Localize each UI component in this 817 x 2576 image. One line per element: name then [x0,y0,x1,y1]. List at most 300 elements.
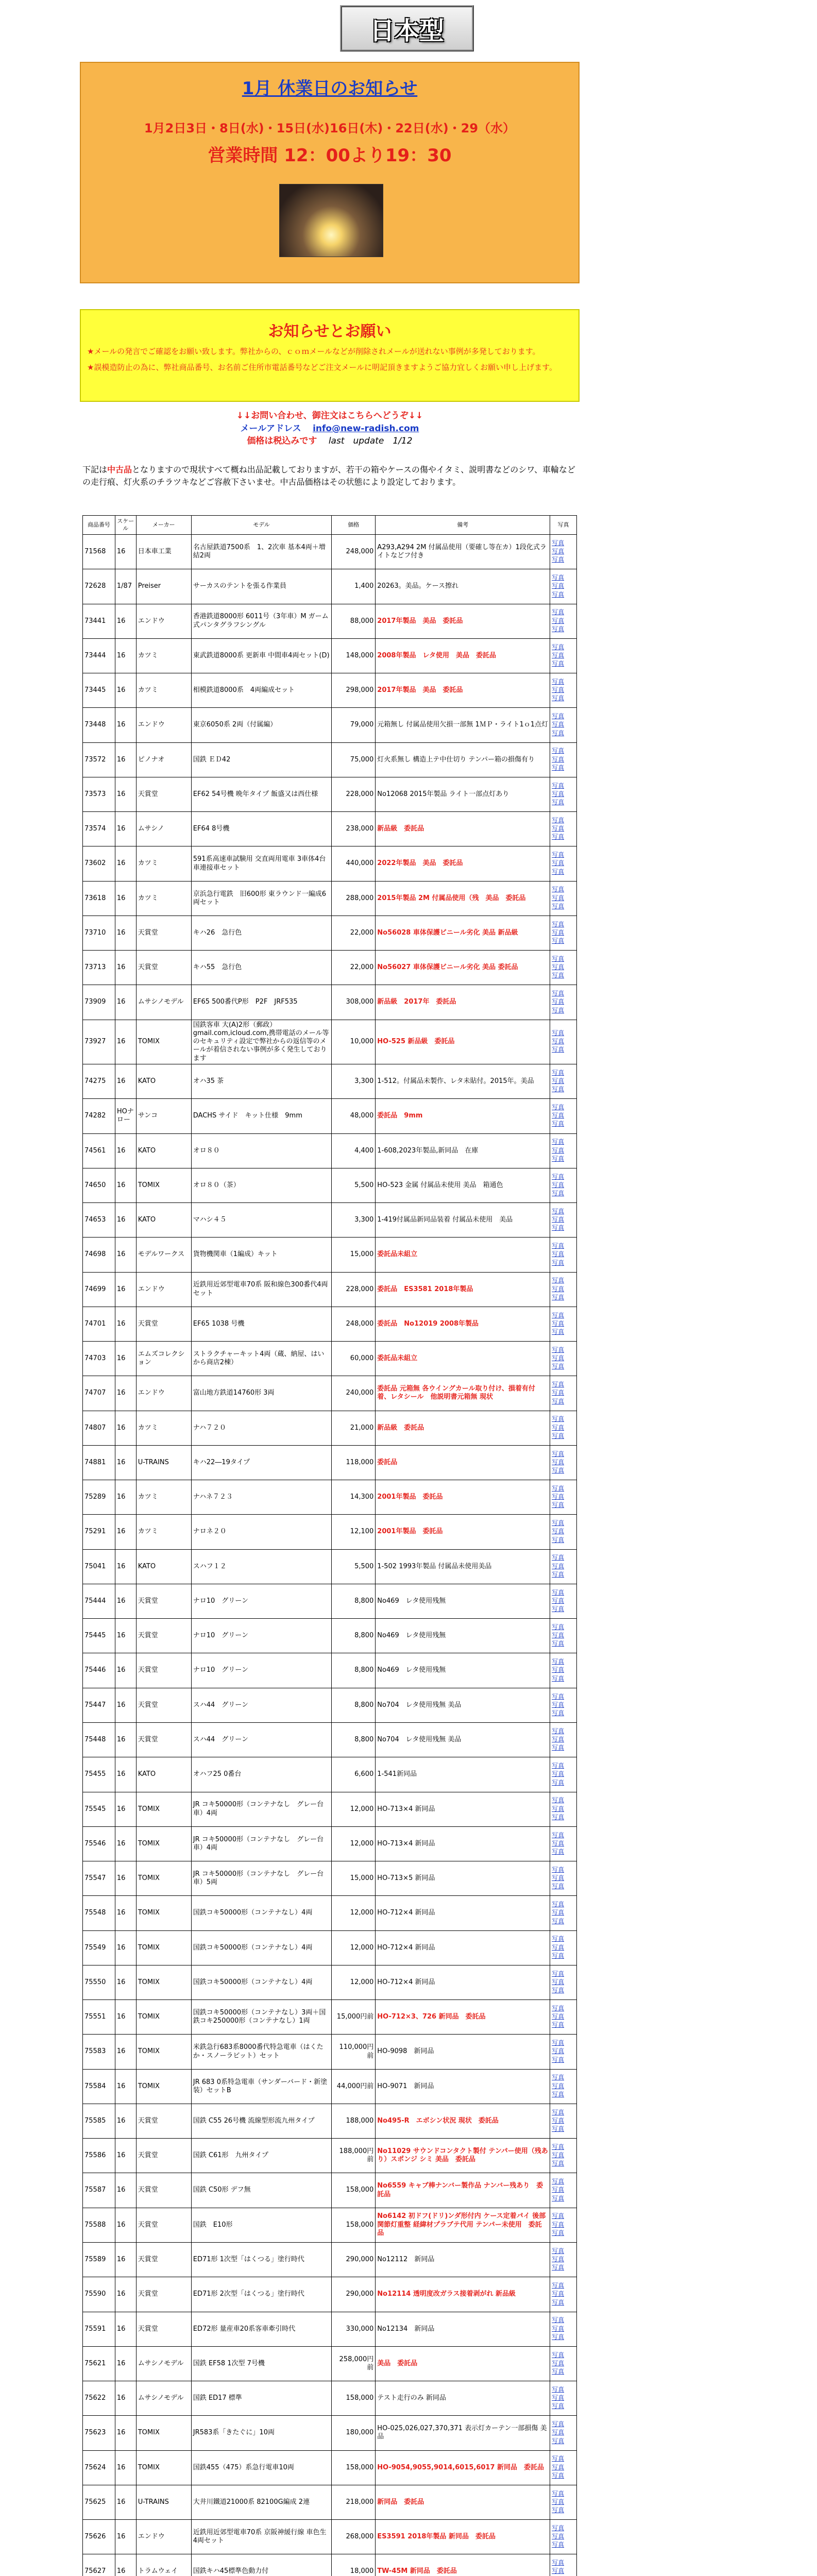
photo-links[interactable] [550,777,577,811]
remarks-cell: No469 レタ使用残無 [376,1619,550,1653]
photo-link[interactable]: 写真 [552,1346,565,1353]
photo-link[interactable]: 写真 [552,1259,565,1266]
photo-link[interactable]: 写真 [552,2541,565,2549]
photo-link[interactable]: 写真 [552,2333,565,2341]
photo-link[interactable]: 写真 [552,1658,565,1666]
photo-link[interactable]: 写真 [552,539,565,547]
photo-links[interactable] [550,1376,577,1411]
photo-link[interactable]: 写真 [552,1458,565,1466]
item-number-cell: 75588 [83,2208,115,2242]
photo-link[interactable]: 写真 [552,2021,565,2029]
photo-links[interactable] [550,1896,577,1930]
scale-cell: 16 [115,1688,136,1722]
photo-link[interactable]: 写真 [552,2325,565,2332]
photo-link[interactable]: 写真 [552,1112,565,1120]
photo-link[interactable]: 写真 [552,2498,565,2505]
photo-link[interactable]: 写真 [552,2082,565,2090]
maker-cell: エムズコレクション [136,1342,191,1376]
photo-links[interactable] [550,2520,577,2554]
photo-link[interactable]: 写真 [552,1423,565,1431]
item-number-cell: 75548 [83,1896,115,1930]
photo-link[interactable]: 写真 [552,2090,565,2098]
photo-links[interactable] [550,1549,577,1584]
photo-links[interactable] [550,569,577,604]
photo-link[interactable]: 写真 [552,660,565,668]
photo-link[interactable]: 写真 [552,2455,565,2463]
photo-link[interactable]: 写真 [552,1692,565,1700]
photo-link[interactable]: 写真 [552,1311,565,1319]
model-cell: 国鉄 ＥＤ42 [191,742,332,777]
photo-link[interactable]: 写真 [552,1528,565,1535]
photo-links[interactable] [550,2450,577,2485]
photo-links[interactable] [550,2104,577,2138]
photo-links[interactable] [550,951,577,985]
photo-link[interactable]: 写真 [552,1224,565,1232]
photo-link[interactable]: 写真 [552,1415,565,1423]
photo-link[interactable]: 写真 [552,2186,565,2194]
price-cell: 228,000 [332,1272,376,1307]
photo-links[interactable] [550,1653,577,1688]
photo-link[interactable]: 写真 [552,2524,565,2532]
price-cell: 8,800 [332,1688,376,1722]
photo-link[interactable]: 写真 [552,1970,565,1977]
photo-link[interactable]: 写真 [552,1917,565,1925]
photo-links[interactable] [550,2000,577,2035]
photo-link[interactable]: 写真 [552,1909,565,1917]
photo-link[interactable]: 写真 [552,799,565,806]
remarks-cell: No6559 キャブ棒ナンバー製作品 ナンバー残あり 委託品 [376,2173,550,2208]
table-row [83,1445,577,1480]
scale-cell: 16 [115,2000,136,2035]
photo-link[interactable]: 写真 [552,2247,565,2255]
photo-link[interactable]: 写真 [552,1190,565,1197]
photo-links[interactable] [550,535,577,569]
photo-link[interactable]: 写真 [552,2506,565,2514]
item-number-cell: 75447 [83,1688,115,1722]
photo-link[interactable]: 写真 [552,643,565,651]
table-row [83,2139,577,2173]
photo-link[interactable]: 写真 [552,998,565,1006]
scale-cell: 16 [115,2104,136,2138]
photo-link[interactable]: 写真 [552,1570,565,1578]
photo-link[interactable]: 写真 [552,2351,565,2359]
photo-link[interactable]: 写真 [552,2471,565,2479]
photo-link[interactable]: 写真 [552,1797,565,1804]
photo-link[interactable]: 写真 [552,1173,565,1180]
model-cell: 国鉄コキ50000形（コンテナなし）4両 [191,1930,332,1965]
photo-link[interactable]: 写真 [552,2420,565,2428]
photo-links[interactable] [550,1688,577,1722]
photo-links[interactable] [550,1064,577,1098]
photo-link[interactable]: 写真 [552,2385,565,2393]
photo-link[interactable]: 写真 [552,1103,565,1111]
photo-links[interactable] [550,1203,577,1238]
model-cell: キハ55 急行色 [191,951,332,985]
photo-link[interactable]: 写真 [552,556,565,564]
photo-link[interactable]: 写真 [552,1770,565,1778]
photo-link[interactable]: 写真 [552,2559,565,2567]
photo-link[interactable]: 写真 [552,1813,565,1821]
item-number-cell: 73602 [83,846,115,881]
photo-link[interactable]: 写真 [552,2143,565,2150]
maker-cell: TOMIX [136,2416,191,2450]
photo-link[interactable]: 写真 [552,1120,565,1128]
model-cell: 富山地方鉄道14760形 3両 [191,1376,332,1411]
table-row [83,985,577,1020]
photo-links[interactable] [550,916,577,950]
item-number-cell: 75444 [83,1584,115,1618]
photo-links[interactable] [550,2312,577,2346]
photo-link[interactable]: 写真 [552,1874,565,1882]
photo-link[interactable]: 写真 [552,1597,565,1604]
photo-link[interactable]: 写真 [552,1086,565,1093]
photo-links[interactable] [550,2277,577,2312]
table-row [83,2208,577,2242]
photo-link[interactable]: 写真 [552,1901,565,1908]
photo-link[interactable]: 写真 [552,2004,565,2012]
photo-links[interactable] [550,2485,577,2519]
photo-link[interactable]: 写真 [552,686,565,694]
photo-link[interactable]: 写真 [552,2047,565,2055]
photo-link[interactable]: 写真 [552,2074,565,2081]
photo-link[interactable]: 写真 [552,972,565,979]
photo-link[interactable]: 写真 [552,1354,565,1362]
table-row [83,1342,577,1376]
photo-link[interactable]: 写真 [552,1588,565,1596]
item-number-cell: 75448 [83,1723,115,1757]
photo-link[interactable]: 写真 [552,694,565,702]
photo-links[interactable] [550,2381,577,2416]
photo-link[interactable]: 写真 [552,548,565,555]
photo-links[interactable] [550,1020,577,1064]
photo-links[interactable] [550,1826,577,1861]
photo-link[interactable]: 写真 [552,1623,565,1631]
photo-link[interactable]: 写真 [552,1319,565,1327]
photo-link[interactable]: 写真 [552,1952,565,1959]
photo-link[interactable]: 写真 [552,2256,565,2263]
photo-link[interactable]: 写真 [552,582,565,590]
photo-link[interactable]: 写真 [552,1805,565,1812]
photo-link[interactable]: 写真 [552,1674,565,1682]
item-number-cell: 75623 [83,2416,115,2450]
photo-links[interactable] [550,1723,577,1757]
photo-link[interactable]: 写真 [552,2221,565,2228]
table-row [83,951,577,985]
photo-link[interactable]: 写真 [552,2056,565,2063]
photo-links[interactable] [550,2416,577,2450]
photo-link[interactable]: 写真 [552,2116,565,2124]
price-cell: 440,000 [332,846,376,881]
photo-link[interactable]: 写真 [552,1943,565,1951]
item-number-cell: 75289 [83,1480,115,1515]
item-number-cell: 73618 [83,881,115,916]
remarks-cell: HO-9098 新同品 [376,2035,550,2069]
photo-links[interactable] [550,2035,577,2069]
photo-link[interactable]: 写真 [552,2437,565,2445]
photo-link[interactable]: 写真 [552,1293,565,1301]
mail-label: メールアドレス [240,423,301,434]
photo-link[interactable]: 写真 [552,1978,565,1986]
photo-link[interactable]: 写真 [552,1006,565,1014]
scale-cell: 16 [115,1584,136,1618]
photo-link[interactable]: 写真 [552,1632,565,1639]
maker-cell: カツミ [136,1515,191,1549]
photo-link[interactable]: 写真 [552,1866,565,1873]
photo-link[interactable]: 写真 [552,955,565,962]
model-cell: ED71形 1次型「はくつる」塗行時代 [191,2243,332,2277]
item-number-cell: 75291 [83,1515,115,1549]
photo-link[interactable]: 写真 [552,1935,565,1943]
price-cell: 110,000円前 [332,2035,376,2069]
photo-link[interactable]: 写真 [552,886,565,893]
photo-links[interactable] [550,985,577,1020]
photo-link[interactable]: 写真 [552,1216,565,1224]
photo-links[interactable] [550,604,577,638]
photo-link[interactable]: 写真 [552,2368,565,2376]
photo-links[interactable] [550,708,577,742]
photo-link[interactable]: 写真 [552,2567,565,2575]
photo-link[interactable]: 写真 [552,2194,565,2202]
photo-link[interactable]: 写真 [552,1666,565,1674]
photo-link[interactable]: 写真 [552,833,565,841]
photo-link[interactable]: 写真 [552,1432,565,1439]
photo-link[interactable]: 写真 [552,920,565,928]
photo-link[interactable]: 写真 [552,1831,565,1839]
photo-links[interactable] [550,2069,577,2104]
photo-link[interactable]: 写真 [552,2489,565,2497]
photo-link[interactable]: 写真 [552,859,565,867]
photo-link[interactable]: 写真 [552,2212,565,2220]
photo-link[interactable]: 写真 [552,2290,565,2298]
photo-link[interactable]: 写真 [552,902,565,910]
model-cell: 米鉄急行683系8000番代特急電車（はくたか・スノーラビット）セット [191,2035,332,2069]
photo-link[interactable]: 写真 [552,1285,565,1293]
remarks-cell: HO-525 新品級 委託品 [376,1020,550,1064]
photo-links[interactable] [550,1133,577,1168]
model-cell: 相模鉄道8000系 4両編成セット [191,673,332,708]
photo-link[interactable]: 写真 [552,1328,565,1336]
photo-links[interactable] [550,1861,577,1896]
photo-link[interactable]: 写真 [552,729,565,737]
photo-links[interactable] [550,1342,577,1376]
photo-link[interactable]: 写真 [552,1381,565,1388]
photo-link[interactable]: 写真 [552,2229,565,2236]
photo-links[interactable] [550,2139,577,2173]
mail-link[interactable]: info@new-radish.com [313,423,419,434]
photo-link[interactable]: 写真 [552,2151,565,2159]
photo-link[interactable]: 写真 [552,928,565,936]
photo-link[interactable]: 写真 [552,2282,565,2290]
holiday-dates: 1月2日3日・8日(水)・15日(水)16日(木)・22日(水)・29（水） [144,121,516,135]
photo-links[interactable] [550,1619,577,1653]
model-cell: キハ26 急行色 [191,916,332,950]
photo-link[interactable]: 写真 [552,2264,565,2272]
photo-link[interactable]: 写真 [552,1848,565,1856]
remarks-cell: 委託品 ES3581 2018年製品 [376,1272,550,1307]
photo-link[interactable]: 写真 [552,574,565,582]
model-cell: キハ22―19タイプ [191,1445,332,1480]
photo-link[interactable]: 写真 [552,1242,565,1250]
item-number-cell: 74707 [83,1376,115,1411]
price-cell: 158,000 [332,2173,376,2208]
photo-link[interactable]: 写真 [552,1038,565,1045]
photo-link[interactable]: 写真 [552,2402,565,2410]
photo-links[interactable] [550,1757,577,1792]
column-header: 備考 [376,516,550,535]
photo-link[interactable]: 写真 [552,2359,565,2367]
photo-link[interactable]: 写真 [552,747,565,755]
photo-link[interactable]: 写真 [552,1762,565,1770]
photo-link[interactable]: 写真 [552,2316,565,2324]
maker-cell: TOMIX [136,1826,191,1861]
photo-link[interactable]: 写真 [552,1389,565,1397]
photo-links[interactable] [550,2243,577,2277]
photo-link[interactable]: 写真 [552,2108,565,2116]
remarks-cell: ES3591 2018年製品 新同品 委託品 [376,2520,550,2554]
photo-link[interactable]: 写真 [552,963,565,971]
photo-link[interactable]: 写真 [552,1727,565,1735]
photo-link[interactable]: 写真 [552,2533,565,2540]
photo-links[interactable] [550,1272,577,1307]
photo-link[interactable]: 写真 [552,1484,565,1492]
photo-link[interactable]: 写真 [552,1605,565,1613]
photo-link[interactable]: 写真 [552,713,565,720]
site-logo[interactable]: 日本型 [340,5,474,52]
photo-links[interactable] [550,1584,577,1618]
photo-link[interactable]: 写真 [552,2178,565,2185]
model-cell: ナロ10 グリーン [191,1584,332,1618]
notice-line-2: ★誤模造防止の為に、弊社商品番号、お名前ご住所市電話番号などご注文メールに明記頂きますようご協力宜しくお願い申し上げます。 [87,363,557,372]
photo-link[interactable]: 写真 [552,1883,565,1890]
photo-link[interactable]: 写真 [552,1181,565,1189]
photo-link[interactable]: 写真 [552,1397,565,1405]
photo-link[interactable]: 写真 [552,721,565,728]
photo-link[interactable]: 写真 [552,894,565,902]
photo-link[interactable]: 写真 [552,1562,565,1570]
photo-link[interactable]: 写真 [552,868,565,875]
photo-links[interactable] [550,1168,577,1202]
photo-link[interactable]: 写真 [552,1207,565,1215]
photo-links[interactable] [550,2346,577,2381]
photo-links[interactable] [550,812,577,846]
photo-link[interactable]: 写真 [552,1146,565,1154]
photo-link[interactable]: 写真 [552,1554,565,1562]
photo-link[interactable]: 写真 [552,851,565,859]
model-cell: ナハ７２０ [191,1411,332,1445]
photo-link[interactable]: 写真 [552,625,565,633]
photo-links[interactable] [550,638,577,673]
photo-link[interactable]: 写真 [552,590,565,598]
photo-links[interactable] [550,1411,577,1445]
photo-links[interactable] [550,1792,577,1826]
photo-link[interactable]: 写真 [552,651,565,659]
photo-link[interactable]: 写真 [552,1501,565,1509]
photo-link[interactable]: 写真 [552,1744,565,1752]
photo-link[interactable]: 写真 [552,1640,565,1648]
photo-link[interactable]: 写真 [552,755,565,763]
photo-link[interactable]: 写真 [552,1138,565,1146]
photo-link[interactable]: 写真 [552,1778,565,1786]
photo-links[interactable] [550,1307,577,1341]
model-cell: JR コキ50000形（コンテナなし グレー台車）5両 [191,1861,332,1896]
item-number-cell: 75586 [83,2139,115,2173]
photo-link[interactable]: 写真 [552,2039,565,2047]
photo-link[interactable]: 写真 [552,617,565,624]
table-row [83,1792,577,1826]
photo-link[interactable]: 写真 [552,1069,565,1076]
photo-links[interactable] [550,1480,577,1515]
photo-link[interactable]: 写真 [552,1987,565,1994]
photo-link[interactable]: 写真 [552,1450,565,1458]
photo-link[interactable]: 写真 [552,1046,565,1054]
photo-link[interactable]: 写真 [552,1155,565,1162]
photo-link[interactable]: 写真 [552,2298,565,2306]
photo-link[interactable]: 写真 [552,2013,565,2021]
photo-link[interactable]: 写真 [552,816,565,824]
photo-link[interactable]: 写真 [552,2394,565,2402]
photo-links[interactable] [550,2173,577,2208]
photo-link[interactable]: 写真 [552,2429,565,2436]
photo-link[interactable]: 写真 [552,677,565,685]
photo-link[interactable]: 写真 [552,2160,565,2167]
photo-link[interactable]: 写真 [552,790,565,798]
photo-link[interactable]: 写真 [552,1519,565,1527]
photo-links[interactable] [550,2208,577,2242]
photo-link[interactable]: 写真 [552,937,565,945]
photo-links[interactable] [550,1099,577,1133]
photo-link[interactable]: 写真 [552,990,565,997]
maker-cell: カツミ [136,638,191,673]
photo-link[interactable]: 写真 [552,1701,565,1708]
photo-links[interactable] [550,742,577,777]
remarks-cell: No56028 車体保護ビニール劣化 美品 新品級 [376,916,550,950]
photo-link[interactable]: 写真 [552,608,565,616]
photo-link[interactable]: 写真 [552,1277,565,1284]
photo-links[interactable] [550,846,577,881]
photo-link[interactable]: 写真 [552,1077,565,1084]
model-cell: オハ35 茶 [191,1064,332,1098]
photo-link[interactable]: 写真 [552,782,565,789]
photo-link[interactable]: 写真 [552,1363,565,1370]
photo-links[interactable] [550,1965,577,1999]
photo-link[interactable]: 写真 [552,1536,565,1544]
photo-link[interactable]: 写真 [552,2125,565,2133]
photo-link[interactable]: 写真 [552,1250,565,1258]
photo-link[interactable]: 写真 [552,1736,565,1743]
remarks-cell: 委託品 No12019 2008年製品 [376,1307,550,1341]
photo-link[interactable]: 写真 [552,1029,565,1037]
photo-link[interactable]: 写真 [552,825,565,833]
photo-link[interactable]: 写真 [552,1709,565,1717]
photo-link[interactable]: 写真 [552,764,565,771]
photo-links[interactable] [550,2554,577,2576]
photo-links[interactable] [550,881,577,916]
photo-link[interactable]: 写真 [552,1467,565,1475]
photo-links[interactable] [550,1238,577,1272]
photo-links[interactable] [550,1930,577,1965]
price-cell: 48,000 [332,1099,376,1133]
photo-links[interactable] [550,1515,577,1549]
maker-cell: 天賞堂 [136,1723,191,1757]
photo-link[interactable]: 写真 [552,1493,565,1501]
item-number-cell: 74703 [83,1342,115,1376]
photo-link[interactable]: 写真 [552,2463,565,2471]
photo-link[interactable]: 写真 [552,1839,565,1847]
photo-links[interactable] [550,673,577,708]
photo-links[interactable] [550,1445,577,1480]
scale-cell: 16 [115,985,136,1020]
model-cell: 京浜急行電鉄 旧600形 東ラウンド一編成6両セット [191,881,332,916]
